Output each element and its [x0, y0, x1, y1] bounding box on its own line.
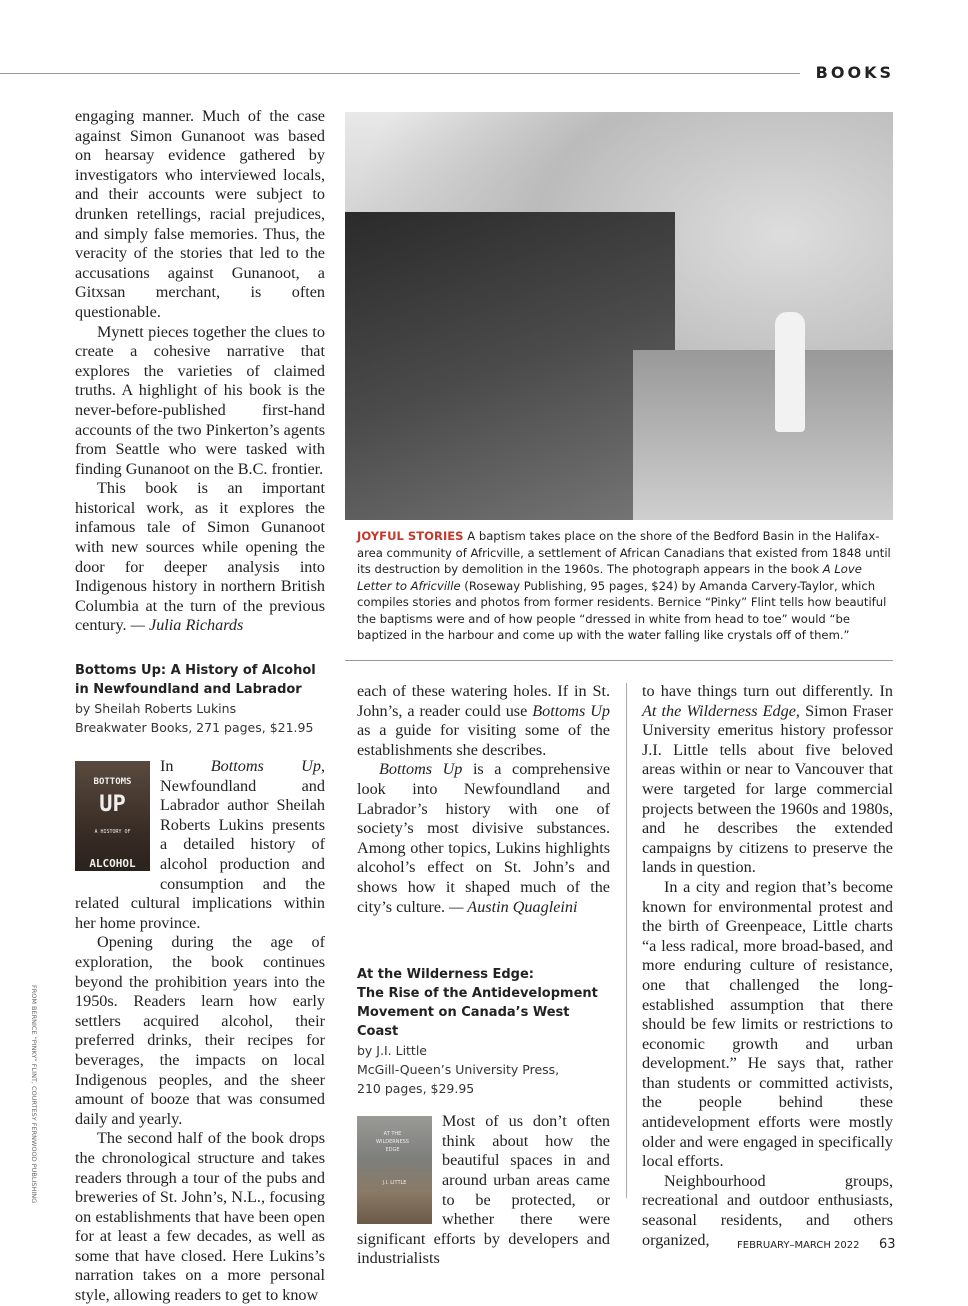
paragraph: Neighbourhood groups, recreational and outdoor enthusiasts, seasonal residents, and others organized, [642, 1171, 893, 1249]
paragraph: Bottoms Up is a comprehensive look into Newfoundland and Labrador’s history with one of society’s most divisive substances. Among other topics, Lukins highlights alcohol’s effect on St. John’s and shows how it shaped much of the city’s culture. — Austin Quagleini [357, 760, 610, 916]
paragraph: to have things turn out differently. In At the Wilderness Edge, Simon Fraser University emeritus history professor J.I. Little tells about five beloved areas within or near to Vancouver that were targeted for large commercial projects between the 1960s and 1980s, and he describes the extended campaigns by citizens to preserve the lands in question. [642, 682, 894, 877]
paragraph: Opening during the age of exploration, the book continues beyond the prohibition years into the 1950s. Readers learn how early settlers acquired alcohol, their preferred drinks, their recipes for beverages, the impacts on local Indigenous peoples, and the sheer amount of booze that was consumed daily and yearly. [75, 933, 325, 1128]
paragraph: engaging manner. Much of the case against Simon Gunanoot was based on hearsay evidence gathered by investigators who interviewed locals, and their accounts were subject to drunken retellings, racial prejudices, and simply false memories. Thus, the veracity of the stories that led to the accusations against Gunanoot, a Gitxsan merchant, is often questionable. [75, 107, 325, 321]
page-number: 63 [879, 1237, 896, 1252]
book-publisher: Breakwater Books, 271 pages, $21.95 [75, 720, 314, 736]
caption-rule [345, 660, 893, 661]
header-rule [0, 73, 800, 74]
review-signature: — Julia Richards [130, 616, 244, 635]
section-title: BOOKS [815, 63, 894, 82]
photo-credit: FROM BERNICE “PINKY” FLINT, COURTESY FERNWOOD PUBLISHING [30, 985, 38, 1204]
paragraph: In a city and region that’s become known for environmental protest and the birth of Greenpeace, Little charts “a less radical, more broad-based, and more enduring culture of resistance, one that challenged the long-established assumption that there should be few limits or restrictions to economic growth and urban development.” He says that, rather than students or committed activists, the people behind these antidevelopment efforts were mostly older and were engaged in specifically local efforts. [642, 877, 893, 1171]
column-3 [642, 682, 893, 1250]
column-2 [357, 682, 610, 1269]
paragraph: This book is an important historical work, as it explores the infamous tale of Simon Gunanoot with new sources while opening the door for deeper analysis into Indigenous history in northern British Columbia at the turn of the previous century. — Julia Richards [75, 479, 325, 635]
column-1 [75, 107, 325, 1306]
book-title: Bottoms Up: A History of Alcohol in Newfoundland and Labrador [75, 663, 316, 698]
paragraph: each of these watering holes. If in St. John’s, a reader could use Bottoms Up as a guide for visiting some of the establishments she describes. [357, 682, 610, 759]
paragraph: In Bottoms Up, Newfoundland and Labrador author Sheilah Roberts Lukins presents a detailed history of alcohol production and consumption and the related cultural implications within her home province. [75, 757, 325, 932]
africville-baptism-photo [345, 112, 893, 520]
book-cover-wilderness-edge: AT THE WILDERNESS EDGE J.I. LITTLE [357, 1116, 432, 1224]
column-divider [626, 683, 627, 1198]
book-heading-wilderness-edge: At the Wilderness Edge: The Rise of the Antidevelopment Movement on Canada’s West Coast by J.I. Little McGill-Queen’s University Press, 210 pages, $29.95 [357, 967, 598, 1097]
book-cover-bottoms-up: BOTTOMS UP A HISTORY OF ALCOHOL [75, 761, 150, 871]
review-signature: — Austin Quagleini [449, 897, 578, 916]
book-heading-bottoms-up [75, 661, 325, 737]
book-author: by Sheilah Roberts Lukins [75, 701, 237, 717]
issue-date: FEBRUARY–MARCH 2022 [737, 1240, 860, 1251]
paragraph: Most of us don’t often think about how the beautiful spaces in and around urban areas came to be protected, or whether there were significant efforts by developers and industrialists [357, 1112, 610, 1268]
paragraph: The second half of the book drops the chronological structure and takes readers through a tour of the pubs and breweries of St. John’s, N.L., focusing on establishments that have been open for at least a few decades, as well as some that have closed. Here Lukins’s narration takes on a more personal style, allowing readers to get to know [75, 1129, 325, 1305]
photo-caption: JOYFUL STORIES A baptism takes place on the shore of the Bedford Basin in the Halifax-area community of Africville, a settlement of African Canadians that existed from 1848 until its destruction by demolition in the 1960s. The photograph appears in the book A Love Letter to Africville (Roseway Publishing, 95 pages, $24) by Amanda Carvery-Taylor, which compiles stories and photos from former residents. Bernice “Pinky” Flint tells how beautiful the baptisms were and of how people “dressed in white from head to toe” would “be baptized in the harbour and come up with the water falling like crystals off of them.” [357, 529, 891, 642]
paragraph: Mynett pieces together the clues to create a cohesive narrative that explores the varieties of claimed truths. A highlight of his book is the never-before-published first-hand accounts of the two Pinkerton’s agents from Seattle who were tasked with finding Gunanoot on the B.C. frontier. [75, 322, 325, 478]
